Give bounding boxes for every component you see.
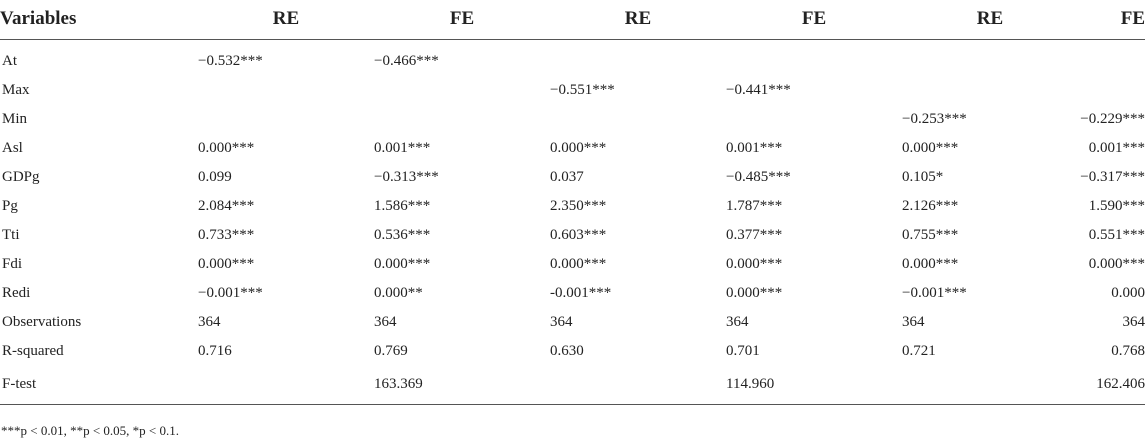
table-row <box>0 134 1145 163</box>
value-cell <box>1078 337 1145 366</box>
value-cell <box>1078 163 1145 192</box>
value-text: 364 <box>1122 314 1145 330</box>
table-row <box>0 76 1145 105</box>
value-cell: 0.105* <box>902 169 944 185</box>
value-cell: 0.000*** <box>902 140 959 156</box>
value-cell: −0.551*** <box>550 82 615 98</box>
value-cell <box>550 105 726 134</box>
value-cell <box>1078 250 1145 279</box>
variable-name-cell: R-squared <box>2 343 64 359</box>
value-cell: 0.000*** <box>198 256 255 272</box>
header-fe-2: FE <box>726 0 902 39</box>
variable-name-cell: Pg <box>2 198 18 214</box>
header-re-1: RE <box>198 0 374 39</box>
value-cell: −0.001*** <box>902 285 967 301</box>
value-cell: 0.037 <box>550 169 584 185</box>
value-cell: −0.466*** <box>374 53 439 69</box>
header-re-2: RE <box>550 0 726 39</box>
significance-footnote: ***p < 0.01, **p < 0.05, *p < 0.1. <box>1 423 179 438</box>
value-cell: 0.721 <box>902 343 936 359</box>
value-cell: 0.001*** <box>726 140 783 156</box>
value-cell <box>198 105 374 134</box>
variable-name-cell: Fdi <box>2 256 23 272</box>
value-cell: 0.001*** <box>374 140 431 156</box>
value-cell: −0.441*** <box>726 82 791 98</box>
value-cell: 0.000*** <box>550 140 607 156</box>
value-cell <box>550 366 726 404</box>
table-body <box>0 39 1145 404</box>
value-cell <box>1078 76 1145 105</box>
variable-name-cell: Observations <box>2 314 82 330</box>
value-cell: 2.084*** <box>198 198 255 214</box>
table-header <box>0 0 1145 39</box>
value-cell <box>1078 221 1145 250</box>
value-cell: 2.126*** <box>902 198 959 214</box>
variable-name-cell: Redi <box>2 285 31 301</box>
variable-name-cell: At <box>2 53 17 69</box>
value-cell <box>1078 308 1145 337</box>
value-cell <box>1078 192 1145 221</box>
spacer-row <box>0 39 1145 47</box>
value-text: −0.317*** <box>1080 169 1145 185</box>
header-row <box>0 0 1145 39</box>
table-row <box>0 366 1145 404</box>
value-cell: 0.755*** <box>902 227 959 243</box>
table-row <box>0 308 1145 337</box>
value-cell: −0.253*** <box>902 111 967 127</box>
value-cell <box>726 47 902 76</box>
header-fe-1: FE <box>374 0 550 39</box>
value-cell: 0.630 <box>550 343 584 359</box>
value-cell: 0.000*** <box>902 256 959 272</box>
value-cell: −0.532*** <box>198 53 263 69</box>
value-text: 0.001*** <box>1088 140 1145 156</box>
value-cell <box>1078 105 1145 134</box>
spacer-cell <box>0 39 1145 47</box>
value-cell: 114.960 <box>726 366 902 404</box>
value-cell <box>902 47 1078 76</box>
variable-name-cell: Tti <box>2 227 20 243</box>
value-cell: 0.000*** <box>550 256 607 272</box>
value-cell <box>198 366 374 404</box>
value-cell: -0.001*** <box>550 285 612 301</box>
value-cell <box>726 105 902 134</box>
value-cell <box>550 47 726 76</box>
value-cell: 0.000*** <box>726 256 783 272</box>
value-cell <box>1078 47 1145 76</box>
value-cell: 1.787*** <box>726 198 783 214</box>
value-cell: 364 <box>726 314 749 330</box>
table-row <box>0 192 1145 221</box>
value-cell: 0.701 <box>726 343 760 359</box>
value-cell: 0.377*** <box>726 227 783 243</box>
value-cell: 364 <box>902 314 925 330</box>
value-cell <box>374 76 550 105</box>
table-row <box>0 279 1145 308</box>
value-cell: 0.716 <box>198 343 232 359</box>
value-cell: 364 <box>198 314 221 330</box>
value-cell: 0.000** <box>374 285 423 301</box>
value-cell <box>902 366 1078 404</box>
value-cell <box>198 76 374 105</box>
table-row <box>0 250 1145 279</box>
value-cell: 0.000*** <box>374 256 431 272</box>
header-re-3: RE <box>902 0 1078 39</box>
variable-name-cell: Min <box>2 111 28 127</box>
value-text: 0.000*** <box>1088 256 1145 272</box>
value-cell <box>1078 134 1145 163</box>
table-row <box>0 47 1145 76</box>
value-text: 1.590*** <box>1088 198 1145 214</box>
value-cell: 0.536*** <box>374 227 431 243</box>
value-text: 0.000 <box>1111 285 1145 301</box>
variable-name-cell: Max <box>2 82 30 98</box>
value-cell <box>1078 366 1145 404</box>
variable-name-cell: F-test <box>0 366 198 404</box>
variable-name-cell: Asl <box>2 140 23 156</box>
variable-name-cell: GDPg <box>2 169 40 185</box>
value-cell: 163.369 <box>374 366 550 404</box>
table-row <box>0 163 1145 192</box>
value-cell <box>374 105 550 134</box>
header-fe-3: FE <box>1078 0 1145 39</box>
value-cell: 364 <box>550 314 573 330</box>
value-cell: −0.313*** <box>374 169 439 185</box>
value-cell: 2.350*** <box>550 198 607 214</box>
value-cell: 0.000*** <box>198 140 255 156</box>
value-cell: −0.001*** <box>198 285 263 301</box>
table-row <box>0 105 1145 134</box>
value-cell: 1.586*** <box>374 198 431 214</box>
value-cell: 364 <box>374 314 397 330</box>
value-cell: −0.485*** <box>726 169 791 185</box>
value-cell: 0.099 <box>198 169 232 185</box>
value-cell: 0.769 <box>374 343 408 359</box>
value-text: 0.551*** <box>1088 227 1145 243</box>
value-cell: 0.000*** <box>726 285 783 301</box>
value-cell <box>1078 279 1145 308</box>
value-text: 0.768 <box>1111 343 1145 359</box>
table-row <box>0 337 1145 366</box>
value-cell: 0.733*** <box>198 227 255 243</box>
table-row <box>0 221 1145 250</box>
value-cell <box>902 76 1078 105</box>
value-text: −0.229*** <box>1080 111 1145 127</box>
header-variables: Variables <box>0 0 198 39</box>
value-cell: 0.603*** <box>550 227 607 243</box>
value-text: 162.406 <box>1096 376 1145 393</box>
